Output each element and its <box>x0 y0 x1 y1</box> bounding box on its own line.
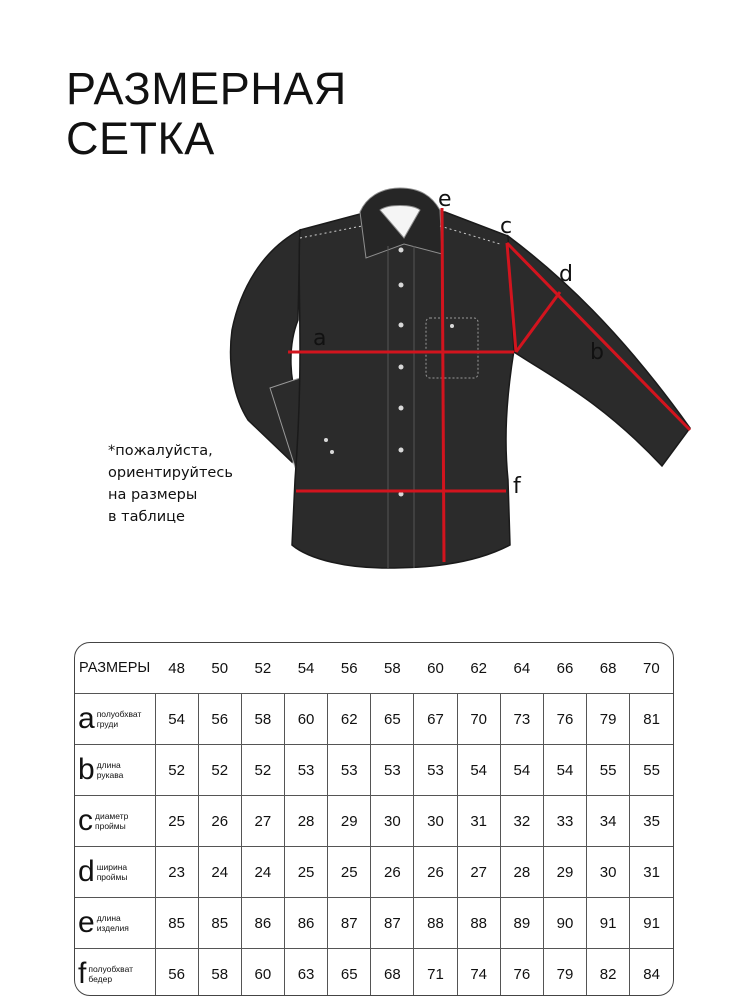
table-cell: 30 <box>414 796 457 847</box>
table-cell: 54 <box>155 694 198 745</box>
table-row <box>75 745 673 796</box>
table-cell: 85 <box>155 898 198 949</box>
measure-label-e: e <box>438 187 452 212</box>
measure-label-a: a <box>313 326 327 351</box>
table-cell: 52 <box>241 745 284 796</box>
table-cell: 85 <box>198 898 241 949</box>
measure-label-f: f <box>513 474 521 499</box>
table-cell: 30 <box>371 796 414 847</box>
table-row <box>75 898 673 949</box>
table-cell: 68 <box>371 949 414 997</box>
table-cell: 73 <box>500 694 543 745</box>
table-cell: 31 <box>630 847 673 898</box>
table-cell: 70 <box>457 694 500 745</box>
table-cell: 55 <box>630 745 673 796</box>
table-cell: 71 <box>414 949 457 997</box>
table-cell: 60 <box>284 694 327 745</box>
table-cell: 79 <box>587 694 630 745</box>
row-description <box>95 811 128 831</box>
page-title <box>66 64 347 164</box>
table-row <box>75 796 673 847</box>
row-desc-line: ширина <box>96 862 128 872</box>
row-description <box>97 760 124 780</box>
row-desc-line: диаметр <box>95 811 129 821</box>
table-cell: 79 <box>543 949 586 997</box>
size-header-cell: 70 <box>643 659 660 677</box>
table-cell: 86 <box>241 898 284 949</box>
table-cell: 25 <box>284 847 327 898</box>
title-line-2: СЕТКА <box>66 113 215 164</box>
table-cell: 52 <box>155 745 198 796</box>
table-cell: 62 <box>328 694 371 745</box>
note-line-1: *пожалуйста, <box>108 443 213 459</box>
row-letter: e <box>78 906 95 939</box>
row-desc-line: длина <box>96 913 121 923</box>
table-cell: 56 <box>155 949 198 997</box>
row-desc-line: рукава <box>96 770 124 780</box>
table-cell: 32 <box>500 796 543 847</box>
table-cell: 89 <box>500 898 543 949</box>
shirt-illustration <box>231 188 690 568</box>
table-cell: 82 <box>587 949 630 997</box>
size-header-cell: 66 <box>556 659 574 677</box>
table-row <box>75 949 673 997</box>
row-description <box>97 913 129 933</box>
measure-e-line <box>442 208 444 562</box>
table-cell: 53 <box>371 745 414 796</box>
row-desc-line: груди <box>96 719 119 729</box>
table-cell: 58 <box>198 949 241 997</box>
table-cell: 63 <box>284 949 327 997</box>
size-table-container <box>74 642 674 996</box>
size-header-cell: 62 <box>470 659 488 677</box>
table-cell: 30 <box>587 847 630 898</box>
table-row <box>75 847 673 898</box>
row-description <box>97 709 142 729</box>
table-cell: 91 <box>630 898 673 949</box>
table-cell: 87 <box>328 898 371 949</box>
table-cell: 27 <box>241 796 284 847</box>
table-cell: 55 <box>587 745 630 796</box>
note-line-4: в таблице <box>108 509 185 525</box>
row-desc-line: полуобхват <box>88 964 134 974</box>
table-cell: 67 <box>414 694 457 745</box>
table-cell: 26 <box>414 847 457 898</box>
table-cell: 53 <box>328 745 371 796</box>
row-label <box>75 949 155 997</box>
table-cell: 88 <box>414 898 457 949</box>
size-note <box>108 440 233 528</box>
table-cell: 54 <box>500 745 543 796</box>
measure-label-d: d <box>559 262 573 287</box>
table-cell: 34 <box>587 796 630 847</box>
row-letter: a <box>78 702 95 735</box>
table-cell: 31 <box>457 796 500 847</box>
row-letter: d <box>78 855 95 888</box>
table-cell: 86 <box>284 898 327 949</box>
table-cell: 23 <box>155 847 198 898</box>
row-label <box>75 796 155 847</box>
table-cell: 88 <box>457 898 500 949</box>
table-cell: 76 <box>500 949 543 997</box>
row-letter: b <box>78 753 95 786</box>
table-cell: 54 <box>457 745 500 796</box>
table-cell: 90 <box>543 898 586 949</box>
table-cell: 25 <box>328 847 371 898</box>
table-cell: 26 <box>198 796 241 847</box>
size-header-cell: 52 <box>254 659 272 677</box>
table-cell: 74 <box>457 949 500 997</box>
table-cell: 81 <box>630 694 673 745</box>
size-table <box>75 643 673 996</box>
size-header-cell: 58 <box>384 659 401 677</box>
table-cell: 60 <box>241 949 284 997</box>
row-description <box>88 964 133 984</box>
row-desc-line: проймы <box>96 872 128 882</box>
size-header-cell: 50 <box>211 659 229 677</box>
table-cell: 65 <box>328 949 371 997</box>
table-cell: 58 <box>241 694 284 745</box>
table-cell: 76 <box>543 694 586 745</box>
size-header-row <box>75 643 673 694</box>
measure-label-c: c <box>500 214 513 239</box>
table-cell: 24 <box>241 847 284 898</box>
note-line-3: на размеры <box>108 487 198 503</box>
size-header-cell: 64 <box>513 659 531 677</box>
size-header-cell: 68 <box>599 659 617 677</box>
table-cell: 52 <box>198 745 241 796</box>
title-line-1: РАЗМЕРНАЯ <box>66 63 347 114</box>
row-label <box>75 898 155 949</box>
table-cell: 54 <box>543 745 586 796</box>
row-letter: f <box>78 957 87 990</box>
table-cell: 27 <box>457 847 500 898</box>
table-cell: 56 <box>198 694 241 745</box>
shirt-body <box>292 210 516 568</box>
table-cell: 87 <box>371 898 414 949</box>
row-description <box>97 862 128 882</box>
table-cell: 29 <box>328 796 371 847</box>
row-desc-line: полуобхват <box>96 709 142 719</box>
row-letter: c <box>78 804 93 837</box>
table-cell: 29 <box>543 847 586 898</box>
row-desc-line: длина <box>96 760 121 770</box>
row-label <box>75 694 155 745</box>
table-cell: 28 <box>284 796 327 847</box>
table-cell: 65 <box>371 694 414 745</box>
table-row <box>75 694 673 745</box>
table-cell: 84 <box>630 949 673 997</box>
size-header-cell: 56 <box>340 659 358 677</box>
table-cell: 53 <box>284 745 327 796</box>
sizes-header-label: РАЗМЕРЫ <box>79 660 151 676</box>
table-cell: 28 <box>500 847 543 898</box>
measure-label-b: b <box>590 340 604 365</box>
row-desc-line: проймы <box>95 821 126 831</box>
note-line-2: ориентируйтесь <box>108 465 233 481</box>
row-label <box>75 847 155 898</box>
table-cell: 53 <box>414 745 457 796</box>
table-cell: 33 <box>543 796 586 847</box>
table-cell: 91 <box>587 898 630 949</box>
size-header-cell: 48 <box>168 659 185 677</box>
table-cell: 24 <box>198 847 241 898</box>
table-cell: 35 <box>630 796 673 847</box>
row-label <box>75 745 155 796</box>
row-desc-line: бедер <box>88 974 113 984</box>
row-desc-line: изделия <box>96 923 129 933</box>
size-header-cell: 60 <box>427 659 444 677</box>
table-cell: 26 <box>371 847 414 898</box>
table-cell: 25 <box>155 796 198 847</box>
size-header-cell: 54 <box>297 659 315 677</box>
